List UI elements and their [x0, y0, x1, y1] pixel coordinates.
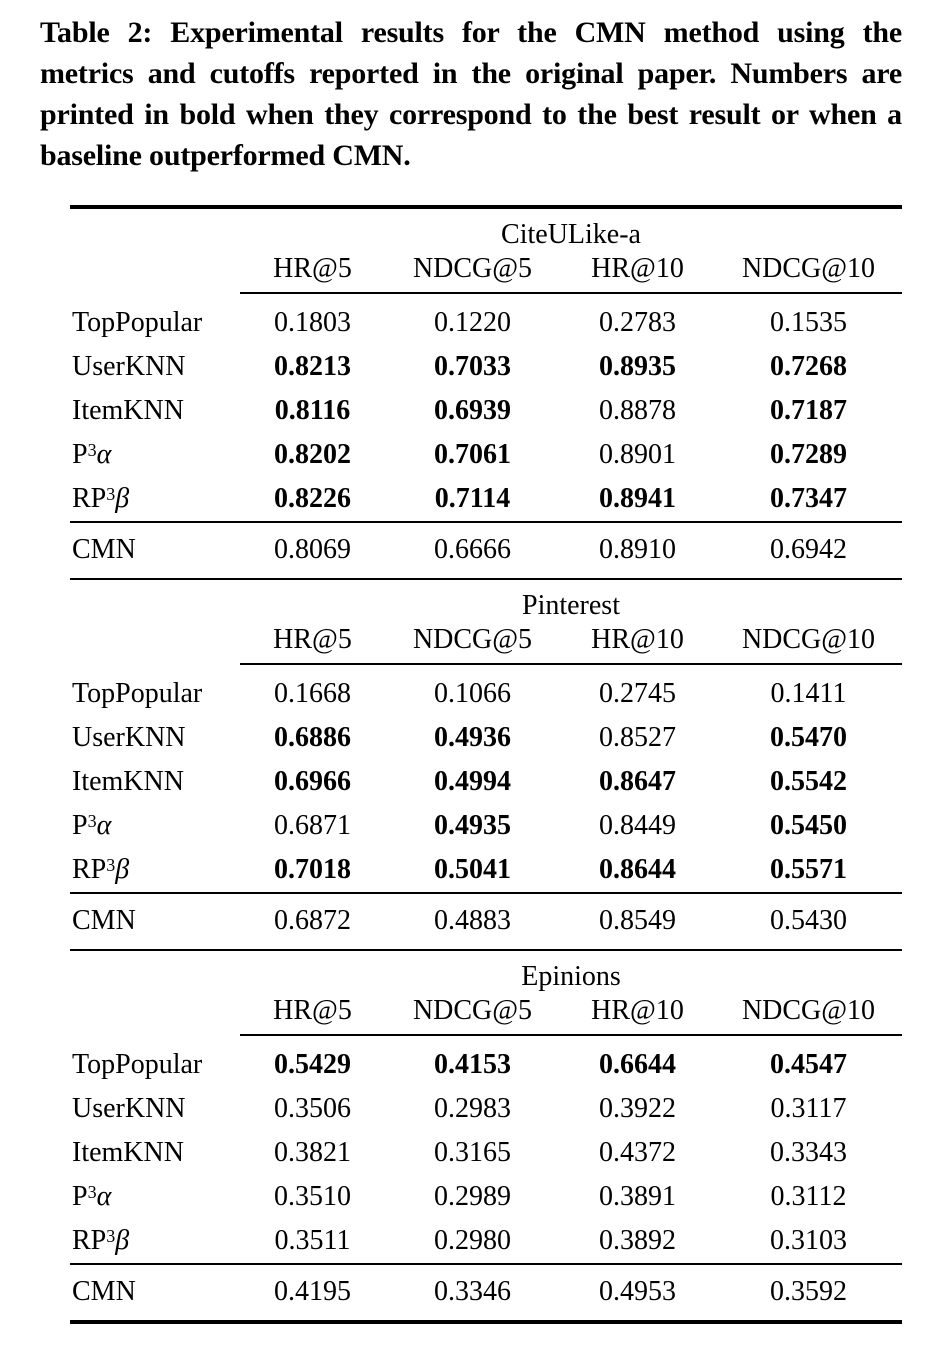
method-label: UserKNN: [72, 722, 186, 753]
spacer-cell: [70, 951, 240, 993]
column-header-row: [70, 622, 902, 664]
metric-value: 0.5542: [770, 766, 847, 797]
results-table: [70, 205, 902, 1324]
dataset-table-body: [70, 664, 902, 950]
metric-value: 0.6939: [434, 395, 511, 426]
column-header: NDCG@10: [715, 251, 902, 293]
metric-value: 0.7018: [274, 854, 351, 885]
column-header: HR@10: [560, 993, 715, 1035]
metric-value: 0.5470: [770, 722, 847, 753]
column-header-row: [70, 251, 902, 293]
metric-value: 0.5571: [770, 854, 847, 885]
metric-value: 0.6666: [385, 522, 560, 579]
column-header: HR@5: [240, 993, 385, 1035]
method-label: $RP^3\beta$: [72, 483, 130, 514]
baseline-row: [70, 716, 902, 760]
metric-value: 0.5429: [274, 1049, 351, 1080]
metric-value: 0.2989: [434, 1181, 511, 1212]
metric-value: 0.7114: [434, 483, 511, 514]
metric-value: 0.8647: [599, 766, 676, 797]
metric-value: 0.8202: [274, 439, 351, 470]
method-label: TopPopular: [72, 677, 203, 709]
metric-value: 0.4953: [560, 1264, 715, 1320]
metric-value: 0.4372: [599, 1137, 676, 1168]
dataset-title-row: [70, 209, 902, 251]
spacer-cell: [70, 622, 240, 664]
dataset-title: CiteULike-a: [501, 219, 641, 250]
method-label: UserKNN: [72, 351, 186, 382]
dataset-table-body: [70, 293, 902, 579]
baseline-row: [70, 477, 902, 522]
metric-value: 0.4936: [434, 722, 511, 753]
metric-value: 0.3165: [434, 1137, 511, 1168]
spacer-cell: [70, 580, 240, 622]
metric-value: 0.4195: [240, 1264, 385, 1320]
column-header: NDCG@5: [385, 251, 560, 293]
column-header-row: [70, 993, 902, 1035]
metric-value: 0.3346: [385, 1264, 560, 1320]
baseline-row: [70, 664, 902, 716]
dataset-title-row: [70, 580, 902, 622]
dataset-table-citeulike: [70, 209, 902, 580]
metric-value: 0.3506: [274, 1093, 351, 1124]
metric-value: 0.8941: [599, 483, 676, 514]
column-header: HR@5: [240, 622, 385, 664]
cmn-row: [70, 1264, 902, 1320]
metric-value: 0.4153: [434, 1049, 511, 1080]
spacer-cell: [70, 209, 240, 251]
metric-value: 0.2783: [599, 307, 676, 338]
column-header: NDCG@5: [385, 622, 560, 664]
metric-value: 0.7268: [770, 351, 847, 382]
metric-value: 0.3821: [274, 1137, 351, 1168]
metric-value: 0.3592: [715, 1264, 902, 1320]
metric-value: 0.8910: [560, 522, 715, 579]
metric-value: 0.6871: [274, 810, 351, 841]
metric-value: 0.3892: [599, 1225, 676, 1256]
table-caption: Table 2: Experimental results for the CMN method using the metrics and cutoffs reported in the original paper. Numbers are printed in bold when they correspond to the best result or when a baseline outperformed CMN.: [40, 16, 902, 172]
metric-value: 0.8449: [599, 810, 676, 841]
metric-value: 0.1803: [274, 307, 351, 338]
metric-value: 0.8878: [599, 395, 676, 426]
baseline-row: [70, 433, 902, 477]
cmn-row: [70, 893, 902, 950]
metric-value: 0.1411: [770, 678, 847, 709]
method-label: TopPopular: [72, 1048, 203, 1080]
metric-value: 0.7033: [434, 351, 511, 382]
metric-value: 0.7347: [770, 483, 847, 514]
metric-value: 0.8901: [599, 439, 676, 470]
method-label: $RP^3\beta$: [72, 1225, 130, 1256]
method-label: ItemKNN: [72, 766, 184, 797]
metric-value: 0.5450: [770, 810, 847, 841]
spacer-cell: [70, 251, 240, 293]
metric-value: 0.3112: [770, 1181, 847, 1212]
metric-value: 0.3117: [770, 1093, 847, 1124]
metric-value: 0.5430: [715, 893, 902, 950]
baseline-row: [70, 1035, 902, 1087]
metric-value: 0.1535: [770, 307, 847, 338]
baseline-row: [70, 848, 902, 893]
dataset-table-epinions: [70, 951, 902, 1320]
method-label: UserKNN: [72, 1093, 186, 1124]
metric-value: 0.8644: [599, 854, 676, 885]
baseline-row: [70, 760, 902, 804]
method-label: ItemKNN: [72, 395, 184, 426]
metric-value: 0.1220: [434, 307, 511, 338]
metric-value: 0.2983: [434, 1093, 511, 1124]
method-label: $P^3\alpha$: [72, 1181, 112, 1212]
metric-value: 0.3891: [599, 1181, 676, 1212]
column-header: HR@10: [560, 251, 715, 293]
method-label: CMN: [70, 1264, 240, 1320]
metric-value: 0.3103: [770, 1225, 847, 1256]
dataset-table-pinterest: [70, 580, 902, 951]
method-label: $RP^3\beta$: [72, 854, 130, 885]
metric-value: 0.1668: [274, 678, 351, 709]
metric-value: 0.7289: [770, 439, 847, 470]
dataset-title-row: [70, 951, 902, 993]
metric-value: 0.3511: [274, 1225, 351, 1256]
metric-value: 0.6644: [599, 1049, 676, 1080]
metric-value: 0.2745: [599, 678, 676, 709]
metric-value: 0.2980: [434, 1225, 511, 1256]
metric-value: 0.4994: [434, 766, 511, 797]
dataset-table-body: [70, 1035, 902, 1320]
method-label: $P^3\alpha$: [72, 810, 112, 841]
column-header: NDCG@5: [385, 993, 560, 1035]
metric-value: 0.6966: [274, 766, 351, 797]
baseline-row: [70, 804, 902, 848]
dataset-title: Epinions: [521, 961, 621, 992]
baseline-row: [70, 1087, 902, 1131]
metric-value: 0.4935: [434, 810, 511, 841]
method-label: ItemKNN: [72, 1137, 184, 1168]
baseline-row: [70, 1131, 902, 1175]
column-header: HR@5: [240, 251, 385, 293]
dataset-title: Pinterest: [522, 590, 620, 621]
baseline-row: [70, 345, 902, 389]
baseline-row: [70, 1219, 902, 1264]
method-label: CMN: [70, 522, 240, 579]
metric-value: 0.8226: [274, 483, 351, 514]
metric-value: 0.8527: [599, 722, 676, 753]
metric-value: 0.3510: [274, 1181, 351, 1212]
column-header: NDCG@10: [715, 622, 902, 664]
metric-value: 0.5041: [434, 854, 511, 885]
metric-value: 0.4547: [770, 1049, 847, 1080]
metric-value: 0.8213: [274, 351, 351, 382]
metric-value: 0.6872: [240, 893, 385, 950]
metric-value: 0.4883: [385, 893, 560, 950]
metric-value: 0.3343: [770, 1137, 847, 1168]
metric-value: 0.6886: [274, 722, 351, 753]
metric-value: 0.8935: [599, 351, 676, 382]
metric-value: 0.8116: [274, 395, 351, 426]
column-header: HR@10: [560, 622, 715, 664]
baseline-row: [70, 293, 902, 345]
method-label: $P^3\alpha$: [72, 439, 112, 470]
cmn-row: [70, 522, 902, 579]
baseline-row: [70, 389, 902, 433]
metric-value: 0.6942: [715, 522, 902, 579]
metric-value: 0.1066: [434, 678, 511, 709]
metric-value: 0.7061: [434, 439, 511, 470]
metric-value: 0.8549: [560, 893, 715, 950]
metric-value: 0.8069: [240, 522, 385, 579]
baseline-row: [70, 1175, 902, 1219]
method-label: TopPopular: [72, 306, 203, 338]
spacer-cell: [70, 993, 240, 1035]
column-header: NDCG@10: [715, 993, 902, 1035]
metric-value: 0.7187: [770, 395, 847, 426]
method-label: CMN: [70, 893, 240, 950]
metric-value: 0.3922: [599, 1093, 676, 1124]
